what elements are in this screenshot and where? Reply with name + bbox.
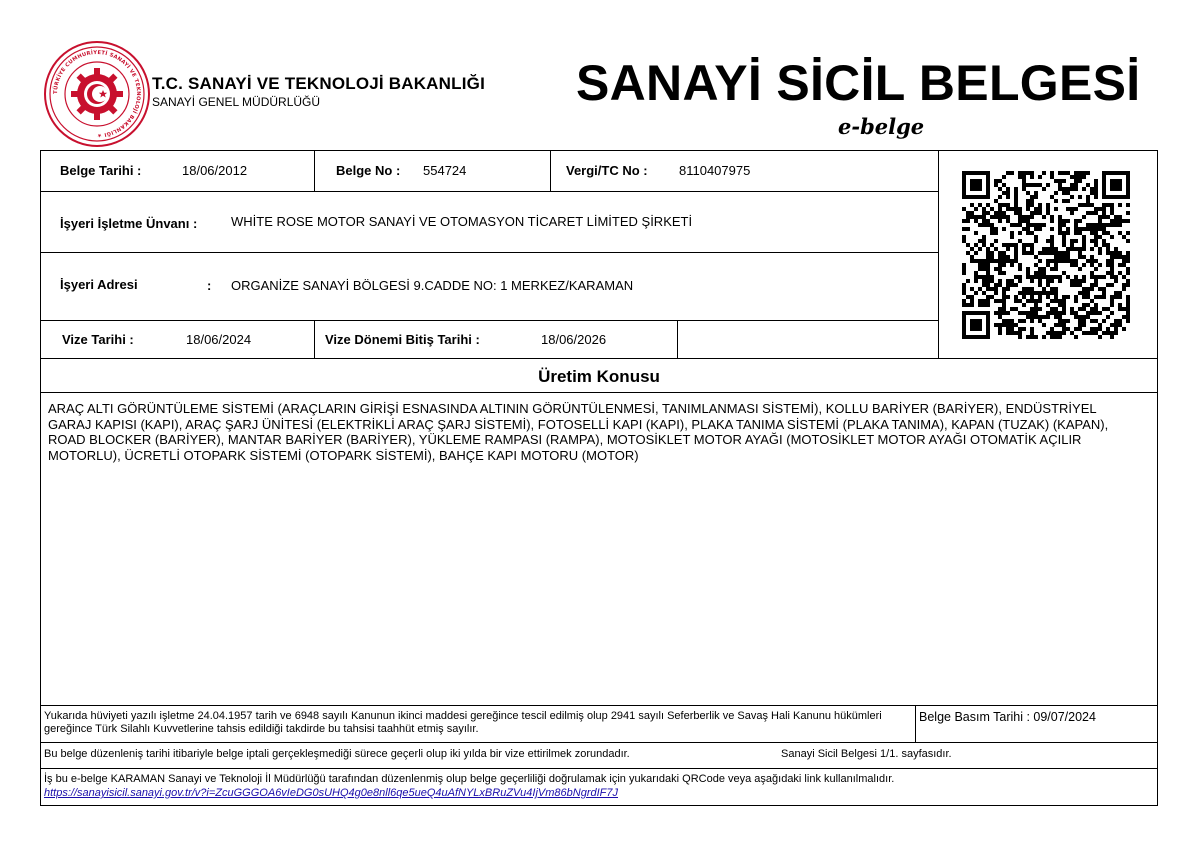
row-divider [40,358,1158,359]
row-divider [40,768,1158,769]
belge-no-value: 554724 [423,163,467,178]
adres-label: İşyeri Adresi [60,277,138,292]
vize-bitis-label: Vize Dönemi Bitiş Tarihi : [325,332,480,347]
row-divider [40,705,1158,706]
row-divider [40,742,1158,743]
column-divider [314,320,315,358]
directorate-name: SANAYİ GENEL MÜDÜRLÜĞÜ [152,95,321,109]
vize-tarihi-label: Vize Tarihi : [62,332,134,347]
belge-no-label: Belge No : [336,163,401,178]
row-divider [40,191,938,192]
column-divider [677,320,678,358]
ministry-name: T.C. SANAYİ VE TEKNOLOJİ BAKANLIĞI [152,74,485,93]
adres-colon: : [207,278,212,293]
column-divider [550,150,551,191]
uretim-konusu-title: Üretim Konusu [538,367,660,386]
vize-bitis-value: 18/06/2026 [541,332,607,347]
qr-code-icon [962,171,1130,339]
unvan-value: WHİTE ROSE MOTOR SANAYİ VE OTOMASYON TİCARET LİMİTED ŞİRKETİ [231,214,693,229]
dogrulama-notice: İş bu e-belge KARAMAN Sanayi ve Teknoloji İl Müdürlüğü tarafından düzenlenmiş olup belge geçerliliği doğrulamak için yukarıdaki QRCode veya aşağıdaki link kullanılmalıdır. [44,773,895,785]
uretim-konusu-text: ARAÇ ALTI GÖRÜNTÜLEME SİSTEMİ (ARAÇLARIN GİRİŞİ ESNASINDA ALTININ GÖRÜNTÜLENMESİ, TANIMLANMASI SİSTEMİ), KOLLU BARİYER (BARİYER), ENDÜSTRİYEL GARAJ KAPISI (KAPI), ARAÇ ŞARJ ÜNİTESİ (ELEKTRİKLİ ARAÇ ŞARJ SİSTEMİ), FOTOSELLİ KAPI (KAPI), PLAKA TANIMA SİSTEMİ (PLAKA TANIMA), KAPAN (TUZAK) (KAPAN), ROAD BLOCKER (BARİYER), MANTAR BARİYER (BARİYER), YÜKLEME RAMPASI (RAMPA), MOTOSİKLET MOTOR AYAĞI (MOTOSİKLET MOTOR AYAĞI OTOMATİK AÇILIR MOTORLU), ÜCRETLİ OTOPARK SİSTEMİ (OTOPARK SİSTEMİ), BAHÇE KAPI MOTORU (MOTOR) [48,401,1109,463]
column-divider [915,705,916,742]
svg-text:TÜRKİYE CUMHURİYETİ SANAYİ VE: TÜRKİYE CUMHURİYETİ SANAYİ VE TEKNOLOJİ BAKANLIĞI ★ [52,49,142,139]
basim-tarihi: Belge Basım Tarihi : 09/07/2024 [919,710,1096,724]
unvan-label: İşyeri İşletme Ünvanı : [60,216,198,231]
row-divider [40,392,1158,393]
gecerlilik-notice: Bu belge düzenleniş tarihi itibariyle belge iptali gerçekleşmediği sürece geçerli olup iki yılda bir vize ettirilmek zorundadır. [44,748,630,760]
vize-tarihi-value: 18/06/2024 [186,332,252,347]
kanun-notice: Yukarıda hüviyeti yazılı işletme 24.04.1957 tarih ve 6948 sayılı Kanunun ikinci maddesi gereğince tescil edilmiş olup 2941 sayılı Seferberlik ve Savaş Hali Kanunu hükümleri gereğince Türk Silahlı Kuvvetlerine tahsis edildiği takdirde bu tahsisi taahhüt etmiş sayılır. [44,710,882,735]
row-divider [40,320,938,321]
vergi-no-value: 8110407975 [679,163,751,178]
adres-value: ORGANİZE SANAYİ BÖLGESİ 9.CADDE NO: 1 MERKEZ/KARAMAN [231,278,634,293]
vergi-no-label: Vergi/TC No : [566,163,648,178]
ministry-seal-icon [43,40,151,148]
belge-tarihi-label: Belge Tarihi : [60,163,142,178]
document-subtitle: e-belge [838,114,925,139]
sayfa-info: Sanayi Sicil Belgesi 1/1. sayfasıdır. [781,748,952,760]
belge-tarihi-value: 18/06/2012 [182,163,248,178]
column-divider [938,150,939,358]
verification-link[interactable]: https://sanayisicil.sanayi.gov.tr/v?i=ZcuGGGOA6vIeDG0sUHQ4g0e8nll6qe5ueQ4uAfNYLxBRuZVu4IjVm86bNgrdIF7J [44,787,619,799]
document-title: SANAYİ SİCİL BELGESİ [576,55,1141,111]
column-divider [314,150,315,191]
row-divider [40,252,938,253]
